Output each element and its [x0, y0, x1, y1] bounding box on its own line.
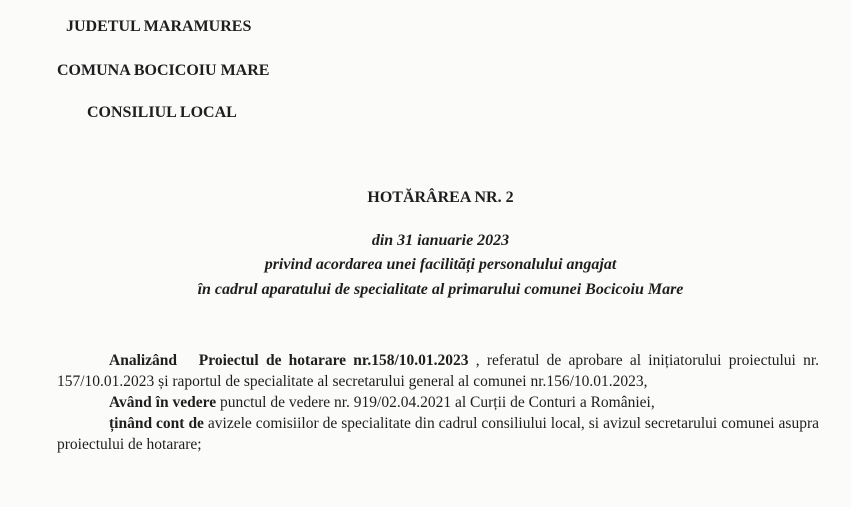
- paragraph-taking-into-account: [57, 413, 819, 455]
- preamble-body: [57, 350, 819, 455]
- decision-subject-line-2: în cadrul aparatului de specialitate al primarului comunei Bocicoiu Mare: [197, 281, 684, 298]
- analysis-lead: Analizând: [109, 352, 178, 369]
- paragraph-analysis: [57, 350, 819, 392]
- council-heading: CONSILIUL LOCAL: [87, 104, 237, 121]
- paragraph-considering: [57, 392, 819, 413]
- decision-title: HOTĂRÂREA NR. 2: [367, 189, 514, 206]
- project-reference: Proiectul de hotarare nr.158/10.01.2023: [198, 352, 469, 369]
- taking-into-account-lead: ținând cont de: [109, 415, 204, 432]
- county-heading: JUDETUL MARAMURES: [66, 18, 252, 35]
- decision-date: din 31 ianuarie 2023: [371, 232, 510, 249]
- analysis-text: , referatul de aprobare al inițiatorului proiectului nr. 157/10.01.2023 și raportul de specialitate al secretarului general al comunei nr.156/10.01.2023,: [57, 352, 820, 390]
- considering-lead: Având în vedere: [109, 394, 217, 411]
- taking-into-account-text: avizele comisiilor de specialitate din cadrul consiliului local, si avizul secretarului comunei asupra proiectului de hotarare;: [57, 415, 819, 453]
- considering-text: punctul de vedere nr. 919/02.04.2021 al Curții de Conturi a României,: [216, 394, 655, 411]
- decision-subject-line-1: privind acordarea unei facilități personalului angajat: [264, 256, 617, 273]
- commune-heading: COMUNA BOCICOIU MARE: [57, 62, 270, 79]
